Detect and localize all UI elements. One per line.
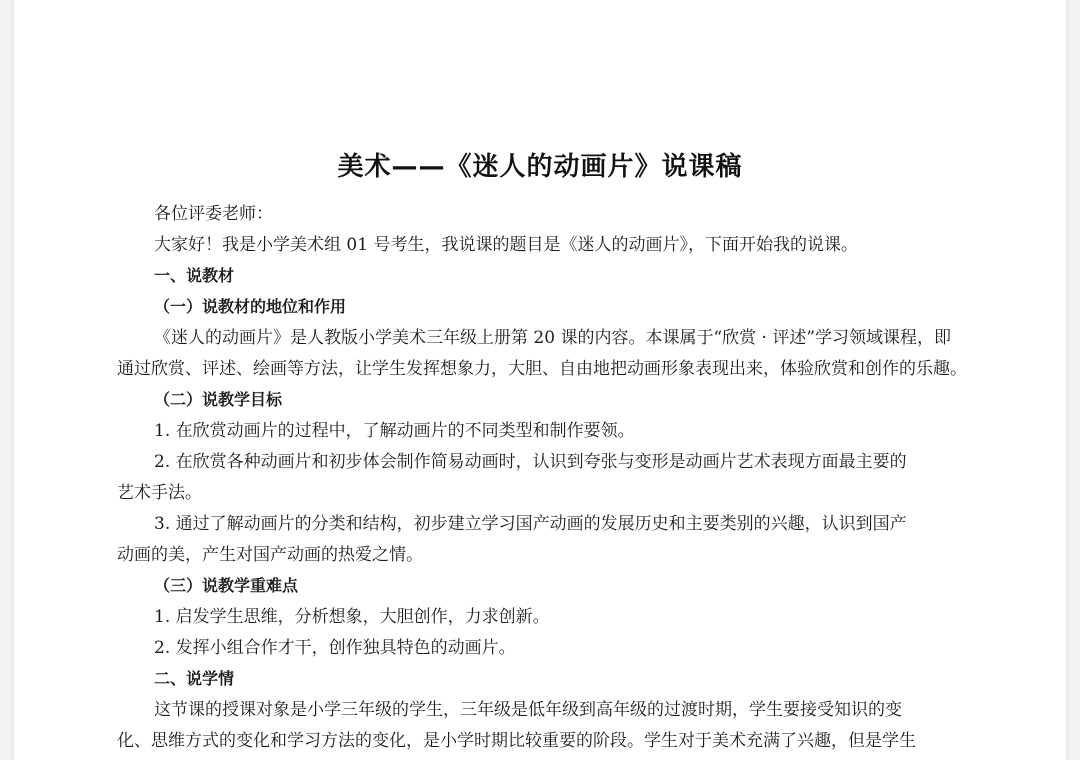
salutation: 各位评委老师： xyxy=(154,204,273,224)
students-paragraph-line-2: 化、思维方式的变化和学习方法的变化，是小学时期比较重要的阶段。学生对于美术充满了兴趣，但是学生 xyxy=(117,731,916,751)
document-title: 美术——《迷人的动画片》说课稿 xyxy=(337,152,743,182)
goal-item-2-line-2: 艺术手法。 xyxy=(117,483,202,503)
subsection-heading-goals: （二）说教学目标 xyxy=(154,390,283,409)
key-point-2: 2. 发挥小组合作才干，创作独具特色的动画片。 xyxy=(154,638,516,658)
intro-paragraph: 大家好！我是小学美术组 01 号考生，我说课的题目是《迷人的动画片》，下面开始我的说课。 xyxy=(154,235,858,255)
goal-item-2-line-1: 2. 在欣赏各种动画片和初步体会制作简易动画时，认识到夸张与变形是动画片艺术表现方面最主要的 xyxy=(154,452,907,472)
goal-item-1: 1. 在欣赏动画片的过程中，了解动画片的不同类型和制作要领。 xyxy=(154,421,635,441)
section-heading-textbook: 一、说教材 xyxy=(154,266,235,285)
subsection-heading-status: （一）说教材的地位和作用 xyxy=(154,297,347,316)
subsection-heading-key-points: （三）说教学重难点 xyxy=(154,576,299,595)
key-point-1: 1. 启发学生思维，分析想象，大胆创作，力求创新。 xyxy=(154,607,550,627)
textbook-paragraph-line-2: 通过欣赏、评述、绘画等方法，让学生发挥想象力，大胆、自由地把动画形象表现出来，体验欣赏和创作的乐趣。 xyxy=(117,359,967,379)
goal-item-3-line-2: 动画的美，产生对国产动画的热爱之情。 xyxy=(117,545,423,565)
goal-item-3-line-1: 3. 通过了解动画片的分类和结构，初步建立学习国产动画的发展历史和主要类别的兴趣，认识到国产 xyxy=(154,514,907,534)
textbook-paragraph-line-1: 《迷人的动画片》是人教版小学美术三年级上册第 20 课的内容。本课属于“欣赏 · 评述”学习领域课程，即 xyxy=(154,328,952,348)
section-heading-students: 二、说学情 xyxy=(154,669,235,688)
students-paragraph-line-1: 这节课的授课对象是小学三年级的学生，三年级是低年级到高年级的过渡时期，学生要接受知识的变 xyxy=(154,700,902,720)
